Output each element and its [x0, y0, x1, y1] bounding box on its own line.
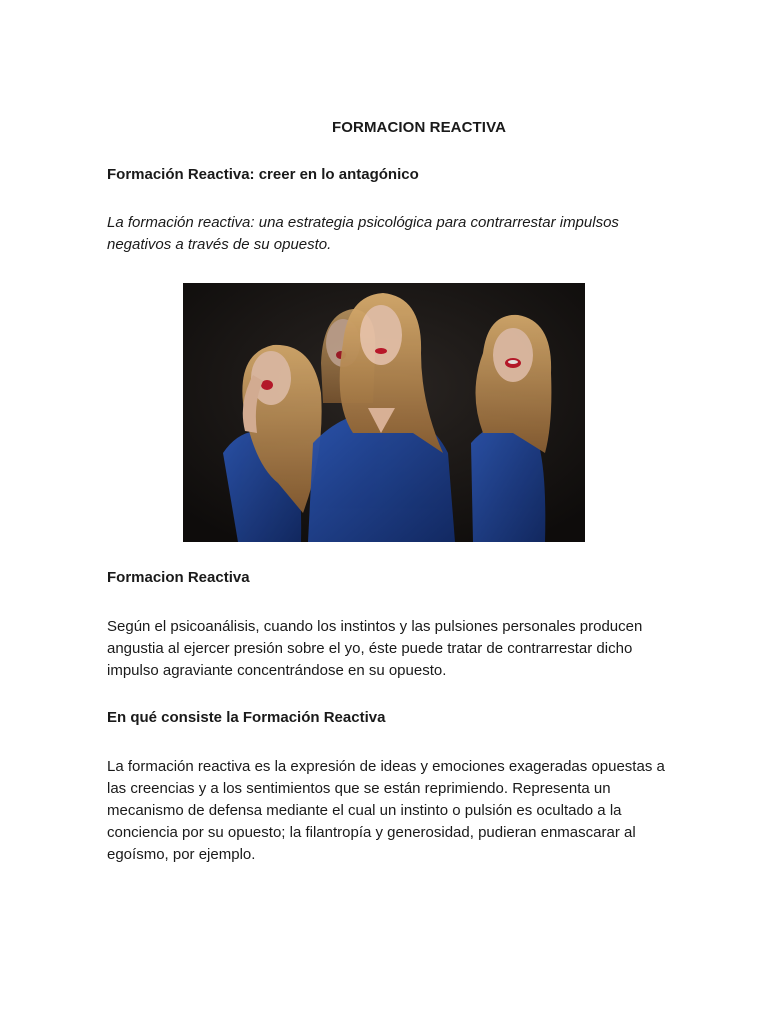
section-heading-en-que-consiste: En qué consiste la Formación Reactiva [107, 709, 386, 726]
subtitle-heading: Formación Reactiva: creer en lo antagónico [107, 166, 419, 183]
section-paragraph-expresion: La formación reactiva es la expresión de ideas y emociones exageradas opuestas a las creencias y a los sentimientos que se están reprimiendo. Representa un mecanismo de defensa mediante el cual un instinto o pulsión es ocultado a la conciencia por su opuesto; la filantropía y generosidad, pudieran enmascarar al egoísmo, por ejemplo. [107, 758, 665, 863]
intro-paragraph: La formación reactiva: una estrategia psicológica para contrarrestar impulsos negativos a través de su opuesto. [107, 214, 619, 253]
document-title: FORMACION REACTIVA [331, 119, 506, 136]
section-paragraph-psicoanalisis: Según el psicoanálisis, cuando los instintos y las pulsiones personales producen angustia al ejercer presión sobre el yo, éste puede tratar de contrarrestar dicho impulso agraviante concentrándose en su opuesto. [107, 618, 643, 679]
section-heading-formacion: Formacion Reactiva [107, 569, 250, 586]
multi-exposure-photo [183, 283, 585, 542]
